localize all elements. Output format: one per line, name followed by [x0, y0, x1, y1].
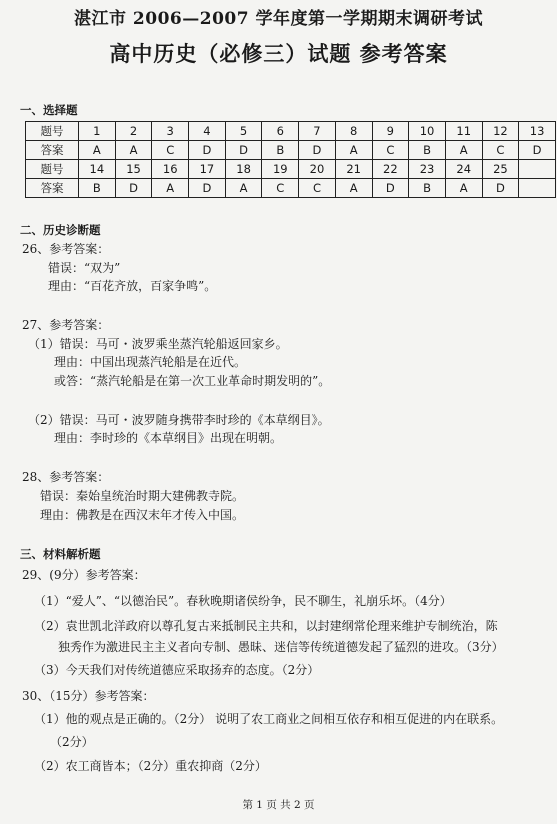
table-cell: 25 — [482, 160, 519, 179]
table-cell: C — [152, 141, 189, 160]
section-heading-choice: 一、选择题 — [20, 103, 78, 117]
table-cell: D — [225, 141, 262, 160]
q29-answer-2: （2）袁世凯北洋政府以尊孔复古来抵制民主共和，以封建纲常伦理来维护专制统治，陈 — [34, 619, 498, 633]
answer-table — [25, 121, 556, 198]
table-cell: A — [335, 141, 372, 160]
page-footer: 第 1 页 共 2 页 — [242, 799, 315, 811]
q26-reason: 理由：“百花齐放，百家争鸣”。 — [48, 279, 217, 293]
q28-heading: 28、参考答案： — [22, 470, 110, 484]
table-cell: A — [152, 179, 189, 198]
table-cell: 16 — [152, 160, 189, 179]
q27-error-2: （2）错误：马可・波罗随身携带李时珍的《本草纲目》。 — [28, 413, 330, 427]
table-cell: C — [299, 179, 336, 198]
exam-title: 湛江市 2006—2007 学年度第一学期期末调研考试 — [74, 9, 483, 29]
table-label: 题号 — [26, 160, 79, 179]
table-cell: D — [519, 141, 556, 160]
table-cell: D — [189, 141, 226, 160]
table-cell: 22 — [372, 160, 409, 179]
table-cell: B — [262, 141, 299, 160]
q29-answer-3: （3）今天我们对传统道德应采取扬弃的态度。（2分） — [34, 663, 320, 677]
table-cell: A — [225, 179, 262, 198]
table-row-answers-2 — [26, 179, 556, 198]
table-cell: 18 — [225, 160, 262, 179]
table-cell: A — [335, 179, 372, 198]
table-cell — [519, 179, 556, 198]
table-row-numbers-1 — [26, 122, 556, 141]
table-cell: 4 — [189, 122, 226, 141]
table-cell: C — [262, 179, 299, 198]
table-cell: 7 — [299, 122, 336, 141]
table-cell: C — [482, 141, 519, 160]
q29-heading: 29、(9分）参考答案： — [22, 568, 146, 582]
table-label: 答案 — [26, 141, 79, 160]
table-cell: B — [79, 179, 116, 198]
q30-answer-2: （2）农工商皆本；（2分）重农抑商（2分） — [34, 759, 267, 773]
table-cell: 13 — [519, 122, 556, 141]
q27-heading: 27、参考答案： — [22, 318, 110, 332]
exam-subtitle: 高中历史（必修三）试题 参考答案 — [109, 41, 448, 66]
q28-error: 错误：秦始皇统治时期大建佛教寺院。 — [40, 489, 245, 503]
section-heading-analysis: 三、材料解析题 — [20, 547, 101, 561]
q30-answer-1-cont: （2分） — [50, 735, 94, 749]
table-cell: 19 — [262, 160, 299, 179]
section-heading-diagnosis: 二、历史诊断题 — [20, 223, 101, 237]
q27-reason-2: 理由：李时珍的《本草纲目》出现在明朝。 — [54, 431, 283, 445]
table-cell: 11 — [445, 122, 482, 141]
table-cell — [519, 160, 556, 179]
table-cell: 6 — [262, 122, 299, 141]
table-cell: A — [79, 141, 116, 160]
table-cell: 1 — [79, 122, 116, 141]
q29-answer-1: （1）“爱人”、“以德治民”。春秋晚期诸侯纷争，民不聊生，礼崩乐坏。（4分） — [34, 594, 452, 608]
table-cell: 3 — [152, 122, 189, 141]
table-cell: B — [409, 179, 446, 198]
table-row-numbers-2 — [26, 160, 556, 179]
table-cell: 20 — [299, 160, 336, 179]
table-cell: D — [482, 179, 519, 198]
table-cell: 12 — [482, 122, 519, 141]
q27-error-1: （1）错误：马可・波罗乘坐蒸汽轮船返回家乡。 — [28, 337, 288, 351]
table-cell: 24 — [445, 160, 482, 179]
table-cell: 2 — [115, 122, 152, 141]
table-cell: 8 — [335, 122, 372, 141]
table-cell: A — [115, 141, 152, 160]
table-cell: 17 — [189, 160, 226, 179]
q27-alt-answer: 或答：“蒸汽轮船是在第一次工业革命时期发明的”。 — [54, 374, 331, 388]
table-cell: 14 — [79, 160, 116, 179]
table-label: 题号 — [26, 122, 79, 141]
q30-heading: 30、（15分）参考答案： — [22, 689, 155, 703]
q29-answer-2-cont: 独秀作为激进民主主义者向专制、愚昧、迷信等传统道德发起了猛烈的进攻。（3分） — [58, 640, 504, 654]
table-cell: C — [372, 141, 409, 160]
table-cell: D — [115, 179, 152, 198]
table-cell: A — [445, 179, 482, 198]
q27-reason-1: 理由：中国出现蒸汽轮船是在近代。 — [54, 355, 247, 369]
q26-heading: 26、参考答案： — [22, 242, 110, 256]
table-cell: A — [445, 141, 482, 160]
table-cell: D — [372, 179, 409, 198]
q30-answer-1: （1）他的观点是正确的。（2分） 说明了农工商业之间相互依存和相互促进的内在联系。 — [34, 712, 504, 726]
table-cell: 15 — [115, 160, 152, 179]
table-cell: 9 — [372, 122, 409, 141]
table-cell: D — [299, 141, 336, 160]
table-cell: 10 — [409, 122, 446, 141]
table-label: 答案 — [26, 179, 79, 198]
table-cell: 5 — [225, 122, 262, 141]
table-cell: 23 — [409, 160, 446, 179]
table-cell: 21 — [335, 160, 372, 179]
table-row-answers-1 — [26, 141, 556, 160]
q28-reason: 理由：佛教是在西汉末年才传入中国。 — [40, 508, 245, 522]
table-cell: D — [189, 179, 226, 198]
q26-error: 错误：“双为” — [48, 261, 121, 275]
table-cell: B — [409, 141, 446, 160]
